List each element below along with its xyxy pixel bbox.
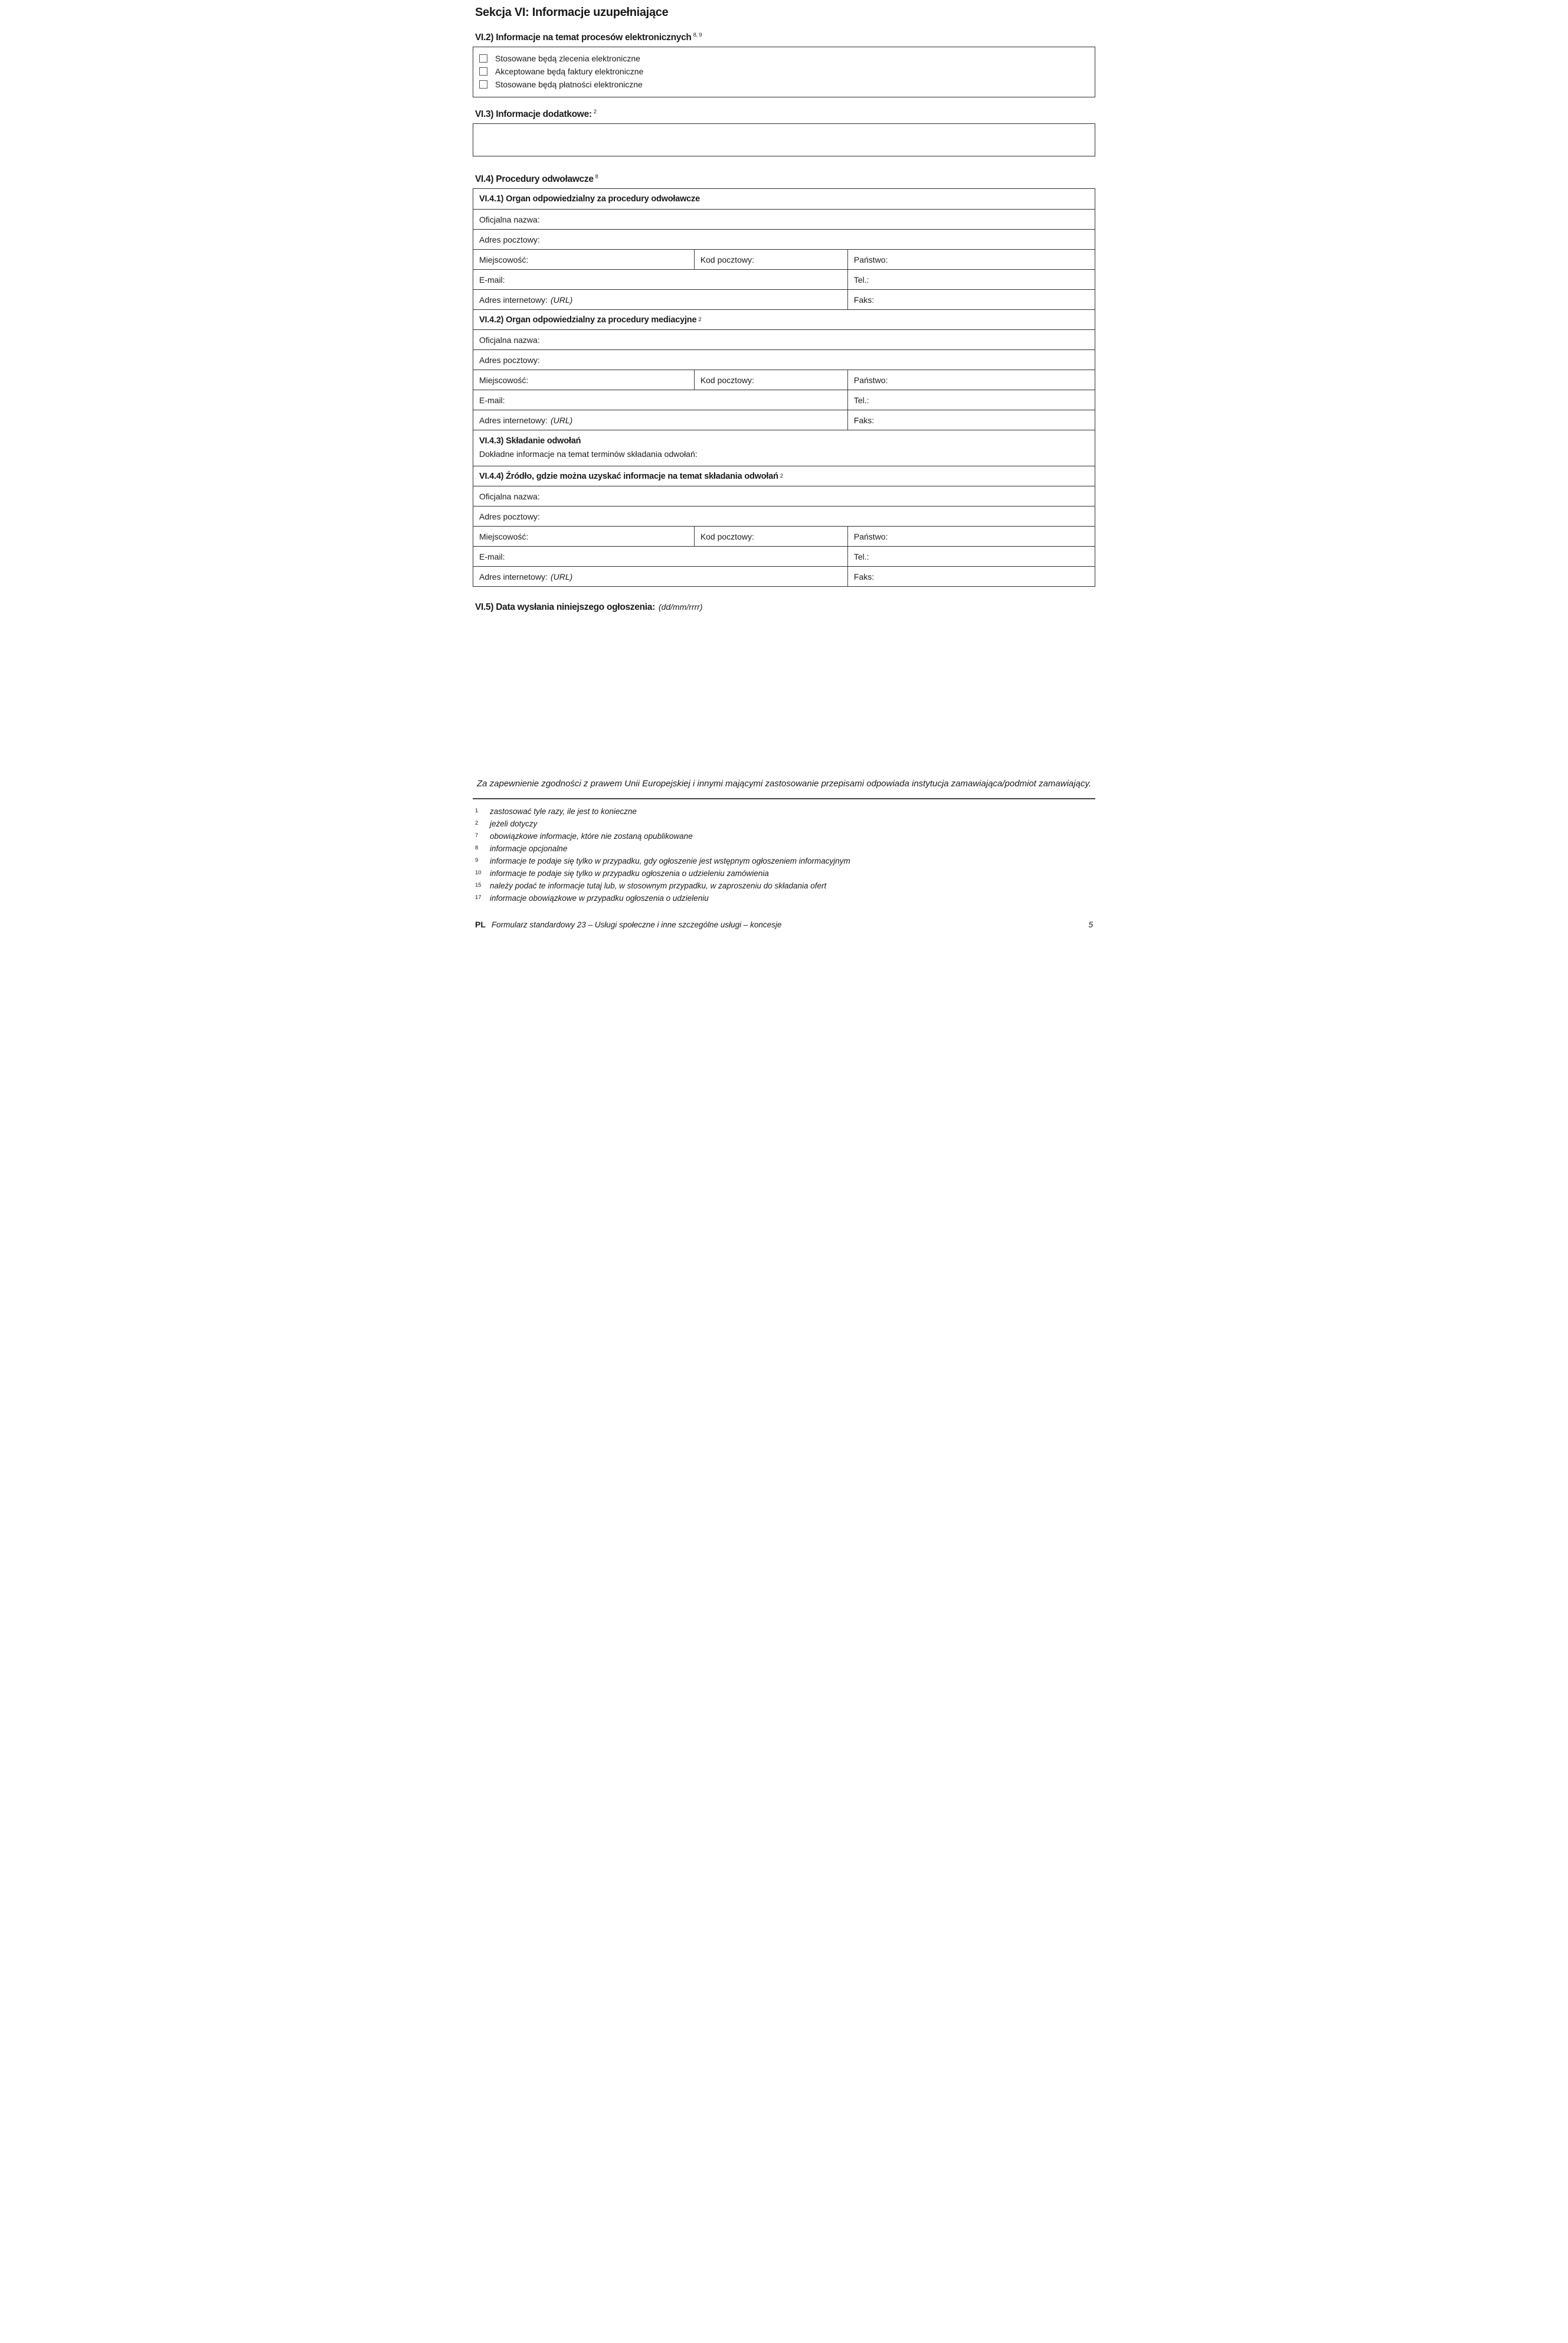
- footnote-item: [475, 855, 1095, 867]
- footnote-text: informacje obowiązkowe w przypadku ogłoszenia o udzieleniu: [490, 894, 709, 903]
- table-row: [473, 546, 1095, 566]
- heading-vi41: [473, 189, 1095, 209]
- field-postal-code[interactable]: [694, 370, 847, 390]
- field-label: Kod pocztowy:: [700, 254, 754, 264]
- table-row-heading-vi43: [473, 430, 1095, 466]
- footnote-text: zastosować tyle razy, ile jest to konieczne: [490, 807, 637, 816]
- field-postal-address[interactable]: [473, 350, 1095, 370]
- heading-vi44-text: VI.4.4) Źródło, gdzie można uzyskać informacje na temat składania odwołań: [479, 471, 778, 481]
- checkbox-electronic-ordering[interactable]: [479, 54, 487, 63]
- heading-vi42-text: VI.4.2) Organ odpowiedzialny za procedury mediacyjne: [479, 315, 697, 325]
- vi43-note: Dokładne informacje na temat terminów składania odwołań:: [479, 449, 698, 459]
- field-label: Tel.:: [853, 551, 869, 561]
- heading-vi2-footnote-ref: 8, 9: [693, 31, 702, 38]
- page-bottom-block: [473, 776, 1095, 929]
- field-label: E-mail:: [479, 275, 505, 285]
- field-label: Kod pocztowy:: [700, 375, 754, 385]
- footnote-item: [475, 842, 1095, 855]
- table-row-heading-vi42: [473, 309, 1095, 329]
- heading-vi3-footnote-ref: 2: [593, 108, 597, 115]
- footnote-number: 9: [475, 857, 479, 864]
- heading-vi4: [475, 174, 1095, 185]
- checkbox-row-electronic-payment: [479, 78, 1089, 91]
- footnote-item: [475, 818, 1095, 830]
- field-label: Oficjalna nazwa:: [479, 491, 540, 501]
- field-fax[interactable]: [847, 290, 1095, 309]
- field-fax[interactable]: [847, 410, 1095, 430]
- field-label: Faks:: [853, 571, 875, 581]
- table-row: [473, 526, 1095, 546]
- footnote-item: [475, 880, 1095, 892]
- field-internet-address[interactable]: [473, 567, 847, 586]
- field-label: Tel.:: [853, 275, 869, 285]
- heading-vi4-text: VI.4) Procedury odwoławcze: [475, 174, 594, 184]
- footer-form-name: Formularz standardowy 23 – Usługi społeczne i inne szczególne usługi – koncesje: [491, 920, 782, 929]
- footnote-text: informacje te podaje się tylko w przypadku, gdy ogłoszenie jest wstępnym ogłoszeniem informacyjnym: [490, 857, 850, 865]
- field-label: Miejscowość:: [479, 254, 529, 264]
- field-telephone[interactable]: [847, 390, 1095, 410]
- heading-vi5: [475, 602, 1095, 613]
- heading-vi4-footnote-ref: 8: [595, 173, 598, 180]
- field-label: Państwo:: [853, 375, 888, 385]
- field-country[interactable]: [847, 527, 1095, 546]
- field-telephone[interactable]: [847, 547, 1095, 566]
- footnote-text: informacje te podaje się tylko w przypadku ogłoszenia o udzieleniu zamówienia: [490, 869, 769, 878]
- checkbox-label: Stosowane będą zlecenia elektroniczne: [495, 54, 640, 63]
- field-country[interactable]: [847, 370, 1095, 390]
- field-country[interactable]: [847, 250, 1095, 269]
- field-postal-address[interactable]: [473, 230, 1095, 249]
- table-row: [473, 410, 1095, 430]
- field-label: Kod pocztowy:: [700, 531, 754, 541]
- footnotes-list: [475, 805, 1095, 904]
- field-town[interactable]: [473, 370, 694, 390]
- footnote-number: 17: [475, 894, 482, 901]
- field-label-url-hint: (URL): [550, 295, 573, 305]
- page-footer: [473, 920, 1095, 929]
- field-label: Adres pocztowy:: [479, 511, 540, 521]
- footnote-number: 1: [475, 808, 479, 814]
- field-postal-code[interactable]: [694, 527, 847, 546]
- table-row: [473, 486, 1095, 506]
- footnote-text: należy podać te informacje tutaj lub, w stosownym przypadku, w zaproszeniu do składania ofert: [490, 881, 827, 890]
- field-review-deadline-info[interactable]: [473, 430, 1095, 466]
- field-label: Państwo:: [853, 254, 888, 264]
- section-title: Sekcja VI: Informacje uzupełniające: [475, 6, 669, 19]
- footnote-item: [475, 867, 1095, 880]
- footnote-number: 2: [475, 820, 479, 826]
- heading-vi3-text: VI.3) Informacje dodatkowe:: [475, 109, 592, 119]
- field-label: Faks:: [853, 415, 875, 425]
- heading-vi5-text: VI.5) Data wysłania niniejszego ogłoszenia:: [475, 602, 655, 612]
- field-postal-address[interactable]: [473, 506, 1095, 526]
- field-label: Adres internetowy:: [479, 571, 548, 581]
- table-row-heading-vi44: [473, 466, 1095, 486]
- field-internet-address[interactable]: [473, 290, 847, 309]
- footer-language-code: PL: [475, 920, 486, 929]
- footnote-number: 7: [475, 832, 479, 839]
- field-label: Adres pocztowy:: [479, 234, 540, 244]
- heading-vi44: VI.4.4) Źródło, gdzie można uzyskać informacje na temat składania odwołań 2: [479, 471, 783, 481]
- field-label: Miejscowość:: [479, 531, 529, 541]
- heading-vi42: VI.4.2) Organ odpowiedzialny za procedury mediacyjne 2: [479, 315, 702, 325]
- checkbox-electronic-payment[interactable]: [479, 80, 487, 89]
- field-label: Miejscowość:: [479, 375, 529, 385]
- checkbox-label: Stosowane będą płatności elektroniczne: [495, 80, 643, 89]
- table-row: [473, 506, 1095, 526]
- field-label: Adres pocztowy:: [479, 355, 540, 365]
- field-town[interactable]: [473, 250, 694, 269]
- field-label: Faks:: [853, 295, 875, 305]
- additional-information-field[interactable]: [473, 123, 1095, 156]
- legal-note: Za zapewnienie zgodności z prawem Unii Europejskiej i innymi mającymi zastosowanie przepisami odpowiada instytucja zamawiająca/podmiot zamawiający.: [476, 779, 1092, 789]
- table-row: [473, 329, 1095, 349]
- footnote-item: [475, 805, 1095, 818]
- field-email[interactable]: [473, 390, 847, 410]
- table-row: [473, 269, 1095, 289]
- heading-vi2: [475, 32, 1095, 43]
- footer-page-number: 5: [1088, 920, 1093, 929]
- heading-vi3: [475, 109, 1095, 120]
- field-official-name[interactable]: [473, 486, 1095, 506]
- checkbox-row-electronic-ordering: [479, 52, 1089, 65]
- review-procedures-table: [473, 188, 1095, 587]
- field-label: Oficjalna nazwa:: [479, 335, 540, 345]
- footnote-number: 15: [475, 882, 482, 888]
- table-row: [473, 390, 1095, 410]
- field-official-name[interactable]: [473, 210, 1095, 229]
- table-row: [473, 249, 1095, 269]
- footnote-number: 8: [475, 845, 479, 851]
- field-label: Oficjalna nazwa:: [479, 214, 540, 224]
- field-label: Państwo:: [853, 531, 888, 541]
- heading-vi2-text: VI.2) Informacje na temat procesów elektronicznych: [475, 32, 692, 43]
- checkbox-label: Akceptowane będą faktury elektroniczne: [495, 67, 644, 76]
- field-internet-address[interactable]: [473, 410, 847, 430]
- footnote-separator: [473, 798, 1095, 799]
- field-postal-code[interactable]: [694, 250, 847, 269]
- field-email[interactable]: [473, 547, 847, 566]
- field-town[interactable]: [473, 527, 694, 546]
- field-fax[interactable]: [847, 567, 1095, 586]
- field-telephone[interactable]: [847, 270, 1095, 289]
- field-label-url-hint: (URL): [550, 415, 573, 425]
- footnote-text: obowiązkowe informacje, które nie zostaną opublikowane: [490, 832, 693, 841]
- field-label: E-mail:: [479, 551, 505, 561]
- electronic-processes-box: [473, 47, 1095, 97]
- table-row: [473, 209, 1095, 229]
- field-label: Adres internetowy:: [479, 415, 548, 425]
- footnote-number: 10: [475, 870, 482, 876]
- field-label: Tel.:: [853, 395, 869, 405]
- field-official-name[interactable]: [473, 330, 1095, 349]
- table-row: [473, 229, 1095, 249]
- field-label-url-hint: (URL): [550, 571, 573, 581]
- footnote-text: informacje opcjonalne: [490, 844, 568, 853]
- field-label: E-mail:: [479, 395, 505, 405]
- table-row: [473, 566, 1095, 586]
- heading-vi43: VI.4.3) Składanie odwołań: [479, 436, 581, 446]
- table-row: [473, 289, 1095, 309]
- heading-vi41-text: VI.4.1) Organ odpowiedzialny za procedury odwoławcze: [479, 194, 700, 204]
- field-email[interactable]: [473, 270, 847, 289]
- field-label: Adres internetowy:: [479, 295, 548, 305]
- footer-left: [475, 920, 781, 929]
- table-row: [473, 349, 1095, 370]
- table-row: [473, 370, 1095, 390]
- date-format-hint: (dd/mm/rrrr): [658, 602, 703, 612]
- checkbox-electronic-invoicing[interactable]: [479, 67, 487, 76]
- footnote-text: jeżeli dotyczy: [490, 819, 538, 828]
- checkbox-row-electronic-invoicing: [479, 65, 1089, 78]
- table-row-heading-vi41: [473, 189, 1095, 209]
- footnote-item: [475, 830, 1095, 842]
- form-page: [470, 0, 1098, 937]
- footnote-item: [475, 892, 1095, 904]
